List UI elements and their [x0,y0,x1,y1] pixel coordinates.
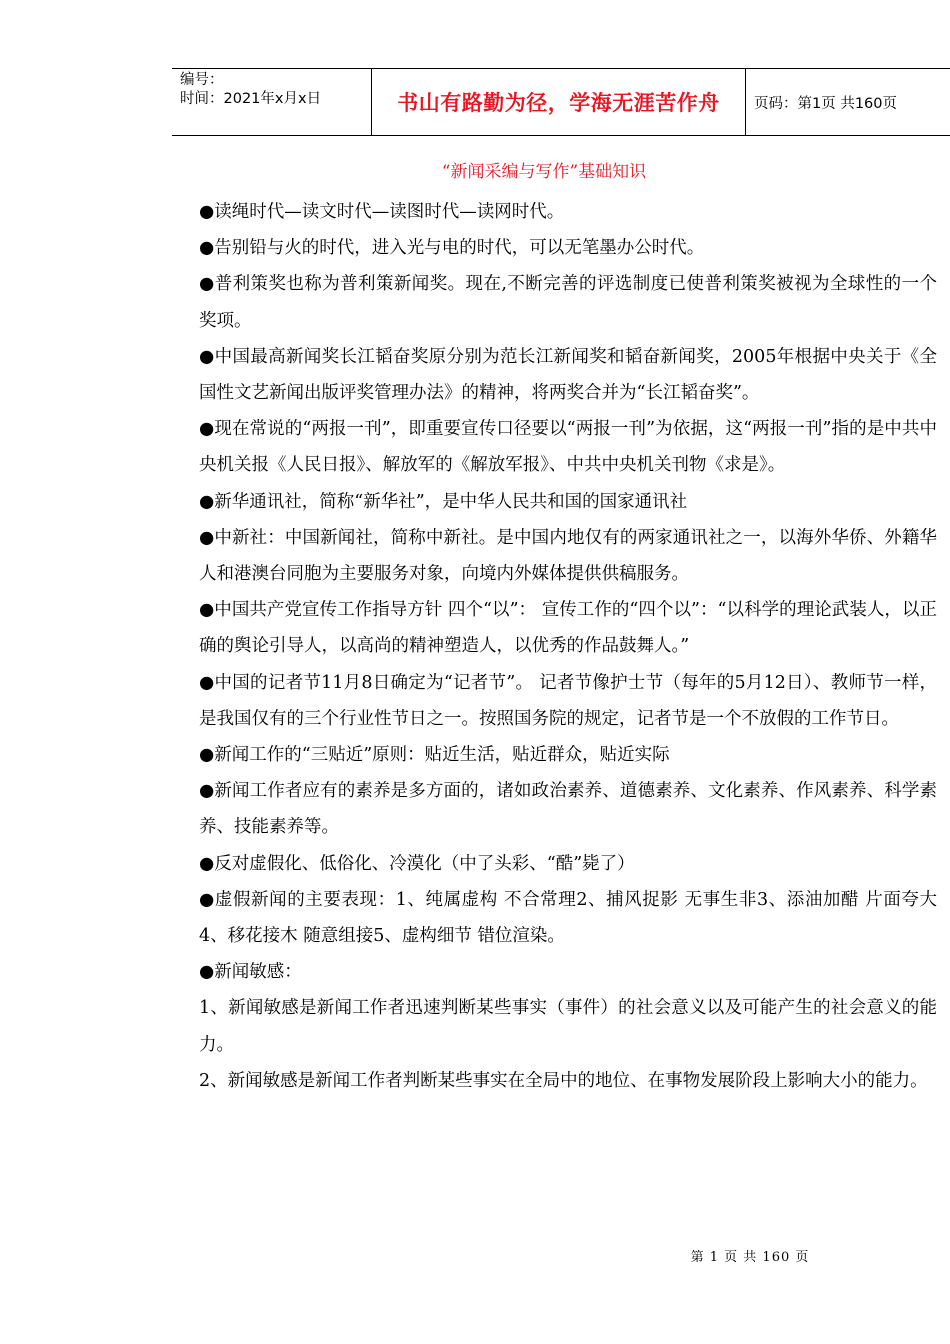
paragraph: ●虚假新闻的主要表现：1、纯属虚构 不合常理2、捕风捉影 无事生非3、添油加醋 片面夸大 4、移花接木 随意组接5、虚构细节 错位渲染。 [199,889,937,947]
header-motto: 书山有路勤为径，学海无涯苦作舟 [372,69,746,135]
page-header [172,68,950,136]
paragraph: ●反对虚假化、低俗化、冷漠化（中了头彩、“酷”毙了） [199,853,635,874]
paragraph: ●中新社：中国新闻社，简称中新社。是中国内地仅有的两家通讯社之一，以海外华侨、外籍华人和港澳台同胞为主要服务对象，向境内外媒体提供供稿服务。 [199,527,937,585]
paragraph: ●告别铅与火的时代，进入光与电的时代，可以无笔墨办公时代。 [199,238,705,259]
document-body [199,194,937,1099]
paragraph: ●新闻工作的“三贴近”原则：贴近生活，贴近群众，贴近实际 [199,745,670,766]
header-meta [172,69,372,135]
page-footer: 第 1 页 共 160 页 [690,1250,810,1265]
paragraph: ●读绳时代—读文时代—读图时代—读网时代。 [199,202,565,222]
paragraph: ●新华通讯社，简称“新华社”，是中华人民共和国的国家通讯社 [199,491,688,512]
paragraph: ●现在常说的“两报一刊”，即重要宣传口径要以“两报一刊”为依据，这“两报一刊”指的是中共中央机关报《人民日报》、解放军的《解放军报》、中共中央机关刊物《求是》。 [199,419,937,476]
document-title: “新闻采编与写作”基础知识 [441,162,647,182]
paragraph: ●中国的记者节11月8日确定为“记者节”。 记者节像护士节（每年的5月12日）、教师节一样，是我国仅有的三个行业性节日之一。按照国务院的规定，记者节是一个不放假的工作节日。 [199,672,937,729]
document-number-label: 编号： [180,72,224,88]
paragraph: ●普利策奖也称为普利策新闻奖。现在,不断完善的评选制度已使普利策奖被视为全球性的一个奖项。 [199,274,937,331]
header-page-info: 页码：第1页 共160页 [754,95,898,112]
paragraph: ●新闻工作者应有的素养是多方面的，诸如政治素养、道德素养、文化素养、作风素养、科学素养、技能素养等。 [199,781,937,838]
document-date-label: 时间：2021年x月x日 [180,91,322,107]
paragraph: 1、新闻敏感是新闻工作者迅速判断某些事实（事件）的社会意义以及可能产生的社会意义的能力。 [199,998,937,1055]
paragraph: ●中国共产党宣传工作指导方针 四个“以”： 宣传工作的“四个以”：“以科学的理论武装人，以正确的舆论引导人，以高尚的精神塑造人，以优秀的作品鼓舞人。” [199,600,937,657]
paragraph: ●新闻敏感： [199,962,302,983]
paragraph: ●中国最高新闻奖长江韬奋奖原分别为范长江新闻奖和韬奋新闻奖，2005年根据中央关于《全国性文艺新闻出版评奖管理办法》的精神，将两奖合并为“长江韬奋奖”。 [199,346,937,404]
paragraph: 2、新闻敏感是新闻工作者判断某些事实在全局中的地位、在事物发展阶段上影响大小的能力。 [199,1070,928,1091]
